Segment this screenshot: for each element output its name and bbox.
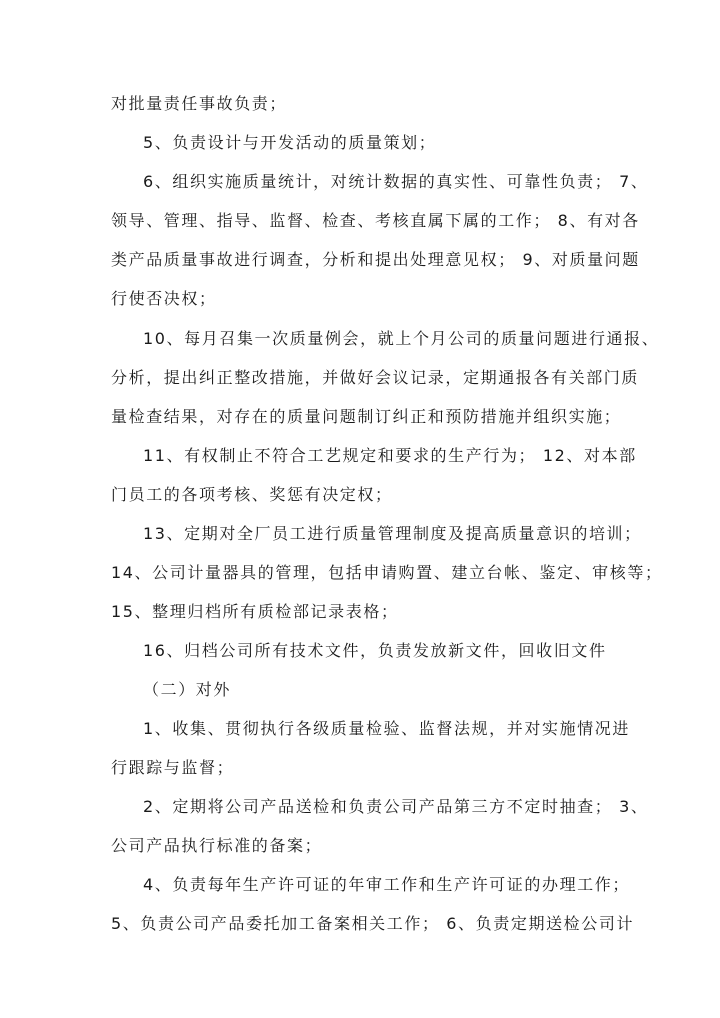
text-line: 对批量责任事故负责； <box>111 94 288 113</box>
text-line: 公司产品执行标准的备案； <box>111 836 323 855</box>
text-line: 1、收集、贯彻执行各级质量检验、监督法规，并对实施情况进 <box>143 719 630 738</box>
text-line: 领导、管理、指导、监督、检查、考核直属下属的工作； 8、有对各 <box>111 211 640 230</box>
text-line: 行跟踪与监督； <box>111 758 235 777</box>
text-line: 门员工的各项考核、奖惩有决定权； <box>111 485 393 504</box>
text-line: 10、每月召集一次质量例会，就上个月公司的质量问题进行通报、 <box>143 329 660 348</box>
text-line: 13、定期对全厂员工进行质量管理制度及提高质量意识的培训； <box>143 524 642 543</box>
text-line: 类产品质量事故进行调查，分析和提出处理意见权； 9、对质量问题 <box>111 250 640 269</box>
text-line: 5、负责设计与开发活动的质量策划； <box>143 133 437 152</box>
text-line: 行使否决权； <box>111 289 217 308</box>
text-line: 分析，提出纠正整改措施，并做好会议记录，定期通报各有关部门质 <box>111 368 640 387</box>
text-line: 量检查结果，对存在的质量问题制订纠正和预防措施并组织实施； <box>111 407 622 426</box>
text-line: 11、有权制止不符合工艺规定和要求的生产行为； 12、对本部 <box>143 446 637 465</box>
text-line: 14、公司计量器具的管理，包括申请购置、建立台帐、鉴定、审核等； <box>111 563 663 582</box>
text-line: 2、定期将公司产品送检和负责公司产品第三方不定时抽查； 3、 <box>143 797 649 816</box>
text-line: 16、归档公司所有技术文件，负责发放新文件，回收旧文件 <box>143 641 607 660</box>
text-line: 6、组织实施质量统计，对统计数据的真实性、可靠性负责； 7、 <box>143 172 649 191</box>
section-heading: （二）对外 <box>143 680 232 699</box>
text-line: 5、负责公司产品委托加工备案相关工作； 6、负责定期送检公司计 <box>111 914 635 933</box>
text-line: 15、整理归档所有质检部记录表格； <box>111 602 399 621</box>
text-line: 4、负责每年生产许可证的年审工作和生产许可证的办理工作； <box>143 875 630 894</box>
